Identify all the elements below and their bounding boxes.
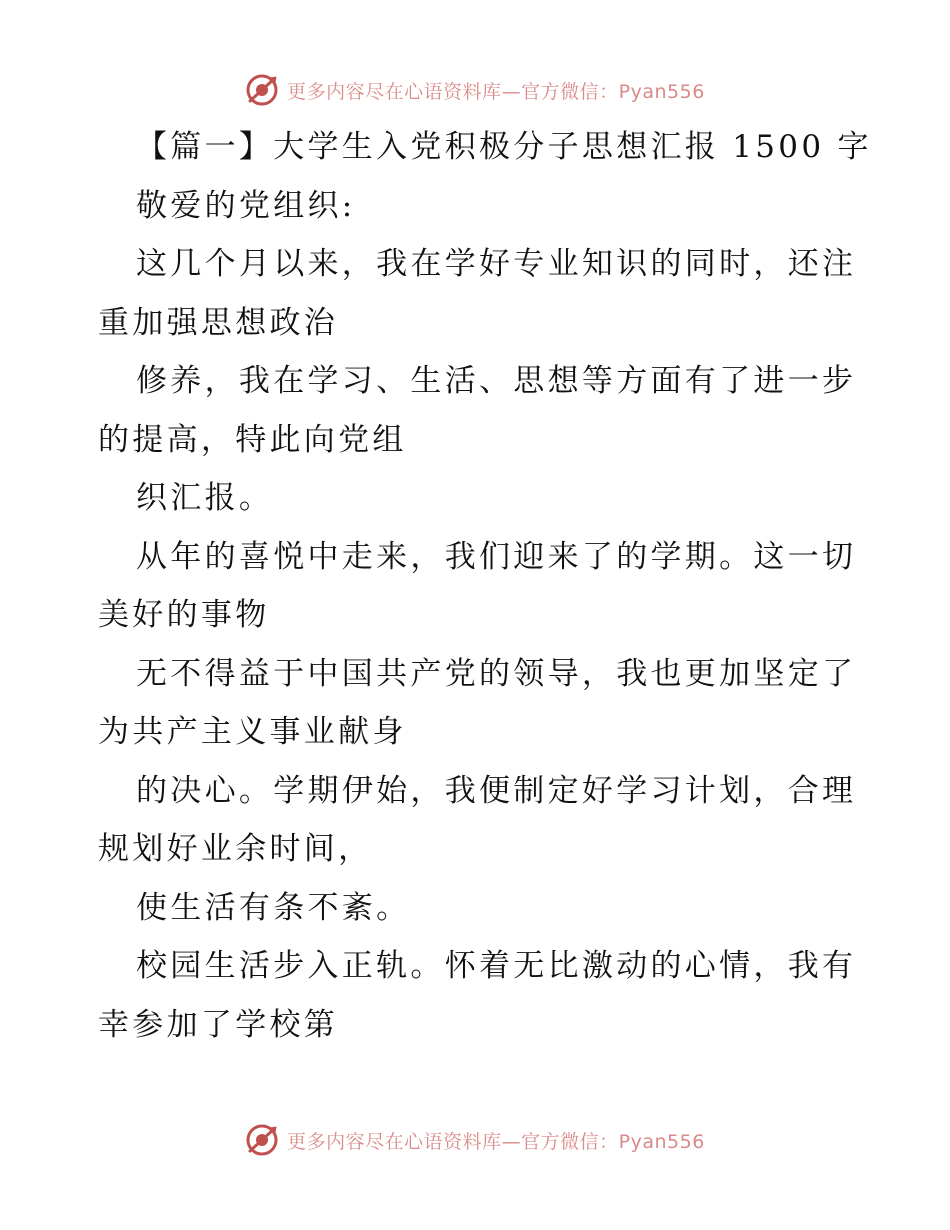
header-banner	[0, 70, 950, 110]
paragraph-line: 修养，我在学习、生活、思想等方面有了进一步	[136, 363, 857, 399]
header-banner-text: 更多内容尽在心语资料库—官方微信：Pyan556	[287, 80, 705, 103]
paragraph-line: 使生活有条不紊。	[136, 889, 411, 926]
paragraph-line: 规划好业余时间，	[98, 831, 373, 867]
paragraph-line: 重加强思想政治	[98, 304, 339, 341]
paragraph-line: 从年的喜悦中走来，我们迎来了的学期。这一切	[136, 538, 857, 575]
paragraph-line: 织汇报。	[136, 480, 274, 516]
paragraph-line: 美好的事物	[98, 597, 270, 633]
paragraph-line: 校园生活步入正轨。怀着无比激动的心情，我有	[136, 948, 857, 984]
document-title: 【篇一】大学生入党积极分子思想汇报 1500 字	[136, 129, 872, 165]
paragraph-line: 无不得益于中国共产党的领导，我也更加坚定了	[136, 655, 857, 692]
logo-icon	[245, 1123, 279, 1157]
document-body	[98, 118, 872, 1054]
logo-icon	[245, 73, 279, 107]
footer-banner-text: 更多内容尽在心语资料库—官方微信：Pyan556	[287, 1130, 705, 1153]
paragraph-line: 这几个月以来，我在学好专业知识的同时，还注	[136, 246, 857, 282]
salutation: 敬爱的党组织:	[136, 187, 356, 224]
paragraph-line: 的决心。学期伊始，我便制定好学习计划，合理	[136, 772, 857, 809]
paragraph-line: 幸参加了学校第	[98, 1006, 339, 1043]
paragraph-line: 为共产主义事业献身	[98, 714, 407, 750]
paragraph-line: 的提高，特此向党组	[98, 421, 407, 458]
footer-banner	[0, 1120, 950, 1160]
